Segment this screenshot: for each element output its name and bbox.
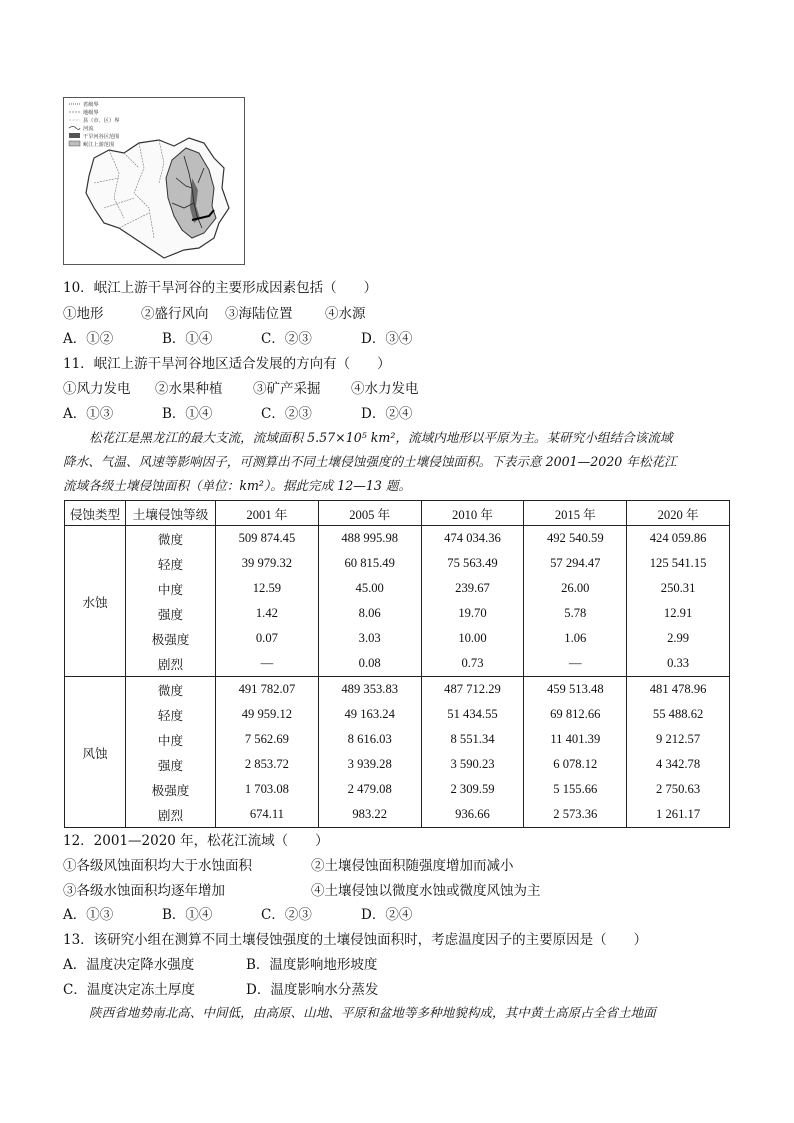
grade-cell: 微度 [126, 526, 216, 552]
q10-choice-d[interactable]: D．③④ [361, 331, 413, 347]
grade-cell: 剧烈 [126, 651, 216, 677]
value-cell: 6 078.12 [524, 752, 627, 777]
value-cell: 12.59 [216, 576, 319, 601]
erosion-table [64, 500, 730, 828]
header-2015: 2015 年 [524, 501, 627, 526]
q12-choice-c[interactable]: C．②③ [261, 907, 312, 923]
value-cell: — [524, 651, 627, 677]
value-cell: 49 163.24 [318, 702, 421, 727]
q10-choices [63, 330, 412, 348]
q11-choice-a[interactable]: A．①③ [63, 406, 114, 422]
value-cell: 2 750.63 [627, 777, 730, 802]
q10-items [63, 305, 366, 323]
value-cell: 57 294.47 [524, 551, 627, 576]
header-2020: 2020 年 [627, 501, 730, 526]
value-cell: 60 815.49 [318, 551, 421, 576]
table-row [65, 777, 730, 802]
table-row [65, 651, 730, 677]
value-cell: 12.91 [627, 601, 730, 626]
intro-line-3: 流域各级土壤侵蚀面积（单位：km²）。据此完成 12—13 题。 [63, 478, 412, 493]
value-cell: 5.78 [524, 601, 627, 626]
q12-item-1: ①各级风蚀面积均大于水蚀面积 [63, 858, 252, 874]
q12-item-2: ②土壤侵蚀面积随强度增加而减小 [311, 858, 514, 874]
table-row [65, 626, 730, 651]
q12-choice-d[interactable]: D．②④ [361, 907, 413, 923]
header-2010: 2010 年 [421, 501, 524, 526]
q10-stem: 10．岷江上游干旱河谷的主要形成因素包括（ ） [63, 280, 378, 296]
q12-stem: 12．2001—2020 年，松花江流域（ ） [63, 833, 329, 849]
value-cell: 936.66 [421, 802, 524, 828]
value-cell: 1.06 [524, 626, 627, 651]
svg-text:岷江上游范围: 岷江上游范围 [83, 142, 115, 148]
table-row [65, 802, 730, 828]
header-grade: 土壤侵蚀等级 [126, 501, 216, 526]
q10-choice-b[interactable]: B．①④ [162, 331, 213, 347]
q13-stem: 13．该研究小组在测算不同土壤侵蚀强度的土壤侵蚀面积时，考虑温度因子的主要原因是（ ） [63, 932, 648, 948]
value-cell: 26.00 [524, 576, 627, 601]
erosion-type-cell: 水蚀 [65, 526, 126, 677]
value-cell: 3 590.23 [421, 752, 524, 777]
value-cell: 51 434.55 [421, 702, 524, 727]
erosion-type-cell: 风蚀 [65, 677, 126, 828]
value-cell: 489 353.83 [318, 677, 421, 703]
value-cell: 9 212.57 [627, 727, 730, 752]
value-cell: 509 874.45 [216, 526, 319, 552]
q11-item-4: ④水力发电 [351, 381, 419, 397]
q11-item-3: ③矿产采掘 [253, 381, 321, 397]
value-cell: 19.70 [421, 601, 524, 626]
svg-text:省级界: 省级界 [83, 102, 99, 108]
table-row [65, 727, 730, 752]
grade-cell: 强度 [126, 601, 216, 626]
table-row [65, 601, 730, 626]
value-cell: 45.00 [318, 576, 421, 601]
intro-line-1: 松花江是黑龙江的最大支流，流域面积 5.57×10⁵ km²，流域内地形以平原为主。某研究小组结合该流域 [89, 430, 673, 445]
value-cell: 492 540.59 [524, 526, 627, 552]
svg-text:县（市、区）界: 县（市、区）界 [83, 118, 120, 124]
table-header-row [65, 501, 730, 526]
table-row [65, 702, 730, 727]
q12-choice-a[interactable]: A．①③ [63, 907, 114, 923]
q11-choice-d[interactable]: D．②④ [361, 406, 413, 422]
value-cell: 7 562.69 [216, 727, 319, 752]
q11-choice-b[interactable]: B．①④ [162, 406, 213, 422]
value-cell: 8 616.03 [318, 727, 421, 752]
value-cell: 11 401.39 [524, 727, 627, 752]
value-cell: 2.99 [627, 626, 730, 651]
value-cell: 4 342.78 [627, 752, 730, 777]
value-cell: 10.00 [421, 626, 524, 651]
value-cell: 1.42 [216, 601, 319, 626]
svg-text:干旱河谷区范围: 干旱河谷区范围 [83, 134, 120, 140]
value-cell: 0.33 [627, 651, 730, 677]
value-cell: 1 261.17 [627, 802, 730, 828]
value-cell: 39 979.32 [216, 551, 319, 576]
value-cell: 491 782.07 [216, 677, 319, 703]
value-cell: 2 309.59 [421, 777, 524, 802]
grade-cell: 极强度 [126, 777, 216, 802]
table-row [65, 551, 730, 576]
q13-choice-b[interactable]: B．温度影响地形坡度 [246, 957, 378, 973]
value-cell: 459 513.48 [524, 677, 627, 703]
q11-item-2: ②水果种植 [155, 381, 223, 397]
value-cell: 0.08 [318, 651, 421, 677]
grade-cell: 剧烈 [126, 802, 216, 828]
q13-choice-a[interactable]: A．温度决定降水强度 [63, 957, 195, 973]
value-cell: 75 563.49 [421, 551, 524, 576]
value-cell: — [216, 651, 319, 677]
value-cell: 481 478.96 [627, 677, 730, 703]
value-cell: 5 155.66 [524, 777, 627, 802]
value-cell: 474 034.36 [421, 526, 524, 552]
grade-cell: 极强度 [126, 626, 216, 651]
table-body [65, 526, 730, 828]
q13-choice-d[interactable]: D．温度影响水分蒸发 [246, 982, 379, 998]
q11-stem: 11．岷江上游干旱河谷地区适合发展的方向有（ ） [63, 356, 391, 372]
value-cell: 0.07 [216, 626, 319, 651]
q10-item-2: ②盛行风向 [141, 306, 209, 322]
value-cell: 8 551.34 [421, 727, 524, 752]
svg-text:河流: 河流 [83, 126, 94, 132]
map-svg [64, 98, 244, 264]
value-cell: 2 573.36 [524, 802, 627, 828]
table-row [65, 526, 730, 552]
svg-text:地级界: 地级界 [83, 110, 99, 116]
q11-choices [63, 405, 412, 423]
value-cell: 69 812.66 [524, 702, 627, 727]
header-2001: 2001 年 [216, 501, 319, 526]
value-cell: 0.73 [421, 651, 524, 677]
value-cell: 239.67 [421, 576, 524, 601]
table-row [65, 677, 730, 703]
header-type: 侵蚀类型 [65, 501, 126, 526]
q11-choice-c[interactable]: C．②③ [261, 406, 312, 422]
value-cell: 8.06 [318, 601, 421, 626]
table-row [65, 576, 730, 601]
map-legend [69, 100, 119, 148]
grade-cell: 中度 [126, 576, 216, 601]
q12-item-4: ④土壤侵蚀以微度水蚀或微度风蚀为主 [311, 883, 541, 899]
value-cell: 983.22 [318, 802, 421, 828]
q12-item-3: ③各级水蚀面积均逐年增加 [63, 883, 225, 899]
q10-item-4: ④水源 [325, 306, 366, 322]
q12-choices [63, 906, 412, 924]
value-cell: 674.11 [216, 802, 319, 828]
q10-item-1: ①地形 [63, 306, 104, 322]
value-cell: 3.03 [318, 626, 421, 651]
header-2005: 2005 年 [318, 501, 421, 526]
intro-line-2: 降水、气温、风速等影响因子，可测算出不同土壤侵蚀强度的土壤侵蚀面积。下表示意 2001—2020 年松花江 [63, 454, 677, 469]
q13-choice-c[interactable]: C．温度决定冻土厚度 [63, 982, 195, 998]
value-cell: 55 488.62 [627, 702, 730, 727]
q10-choice-c[interactable]: C．②③ [261, 331, 312, 347]
q11-item-1: ①风力发电 [63, 381, 131, 397]
value-cell: 125 541.15 [627, 551, 730, 576]
value-cell: 1 703.08 [216, 777, 319, 802]
value-cell: 2 479.08 [318, 777, 421, 802]
q12-choice-b[interactable]: B．①④ [162, 907, 213, 923]
value-cell: 487 712.29 [421, 677, 524, 703]
q10-item-3: ③海陆位置 [225, 306, 293, 322]
value-cell: 424 059.86 [627, 526, 730, 552]
grade-cell: 微度 [126, 677, 216, 703]
grade-cell: 轻度 [126, 702, 216, 727]
value-cell: 488 995.98 [318, 526, 421, 552]
next-passage-line: 陕西省地势南北高、中间低，由高原、山地、平原和盆地等多种地貌构成，其中黄土高原占全省土地面 [89, 1005, 656, 1020]
q11-items [63, 380, 419, 398]
grade-cell: 强度 [126, 752, 216, 777]
value-cell: 49 959.12 [216, 702, 319, 727]
value-cell: 2 853.72 [216, 752, 319, 777]
value-cell: 3 939.28 [318, 752, 421, 777]
value-cell: 250.31 [627, 576, 730, 601]
minjiang-map [63, 97, 245, 265]
grade-cell: 中度 [126, 727, 216, 752]
q10-choice-a[interactable]: A．①② [63, 331, 114, 347]
table-row [65, 752, 730, 777]
grade-cell: 轻度 [126, 551, 216, 576]
